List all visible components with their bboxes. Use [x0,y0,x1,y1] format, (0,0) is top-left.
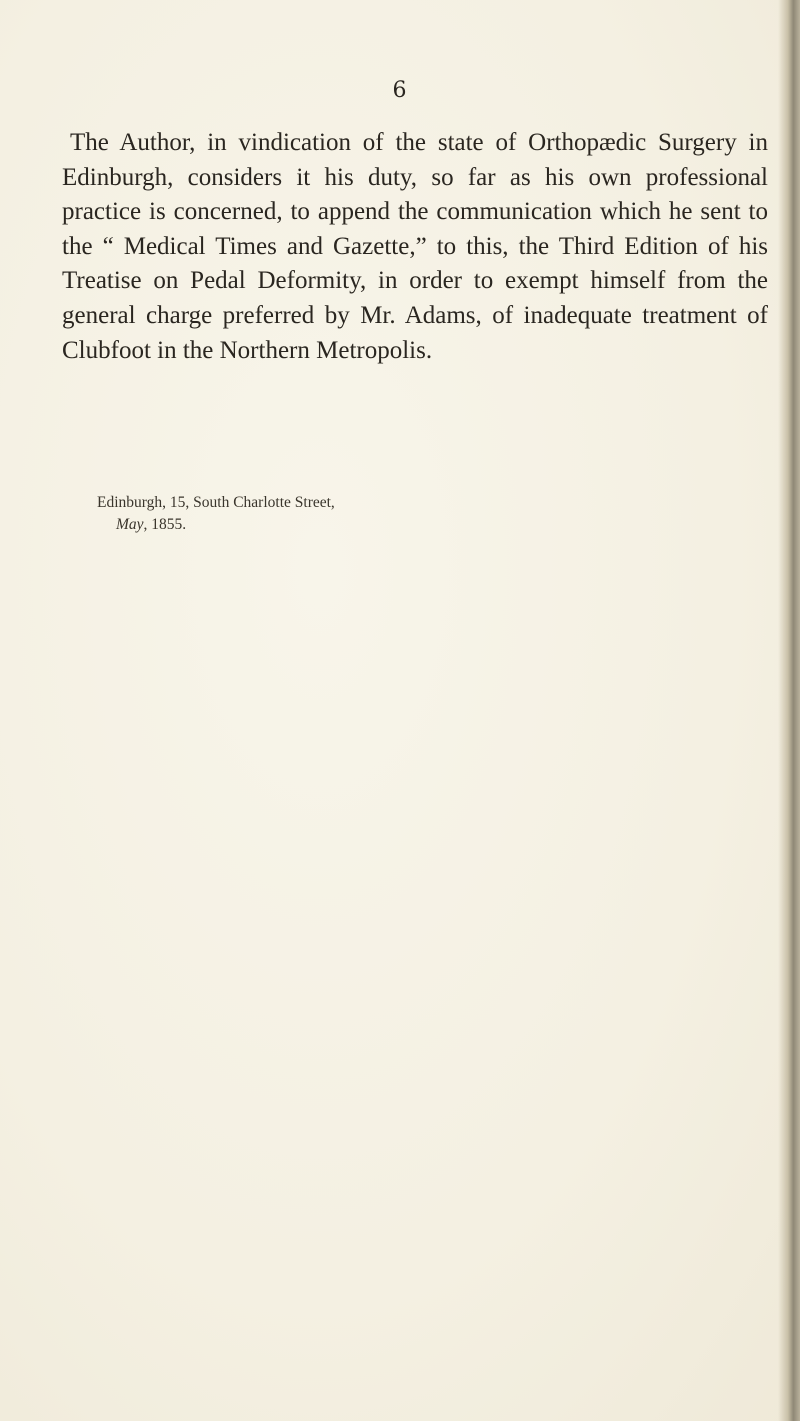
signoff-month: May [116,516,144,533]
signoff [97,492,335,536]
signoff-place: Edinburgh, 15, South Charlotte Street, [97,494,335,511]
body-paragraph [62,126,768,368]
page-edge-shadow [778,0,800,1421]
body-paragraph-text: The Author, in vindication of the state of Orthopædic Surgery in Edinburgh, considers it his duty, so far as his own professional practice is concerned, to append the communication which he sent to the “ Medical Times and Gazette,” to this, the Third Edition of his Treatise on Pedal Deformity, in order to exempt himself from the general charge preferred by Mr. Adams, of inadequate treatment of Clubfoot in the Northern Metropolis. [62,129,768,364]
page-number: 6 [392,78,408,103]
signoff-date [97,514,335,536]
signoff-year: , 1855. [143,516,187,533]
